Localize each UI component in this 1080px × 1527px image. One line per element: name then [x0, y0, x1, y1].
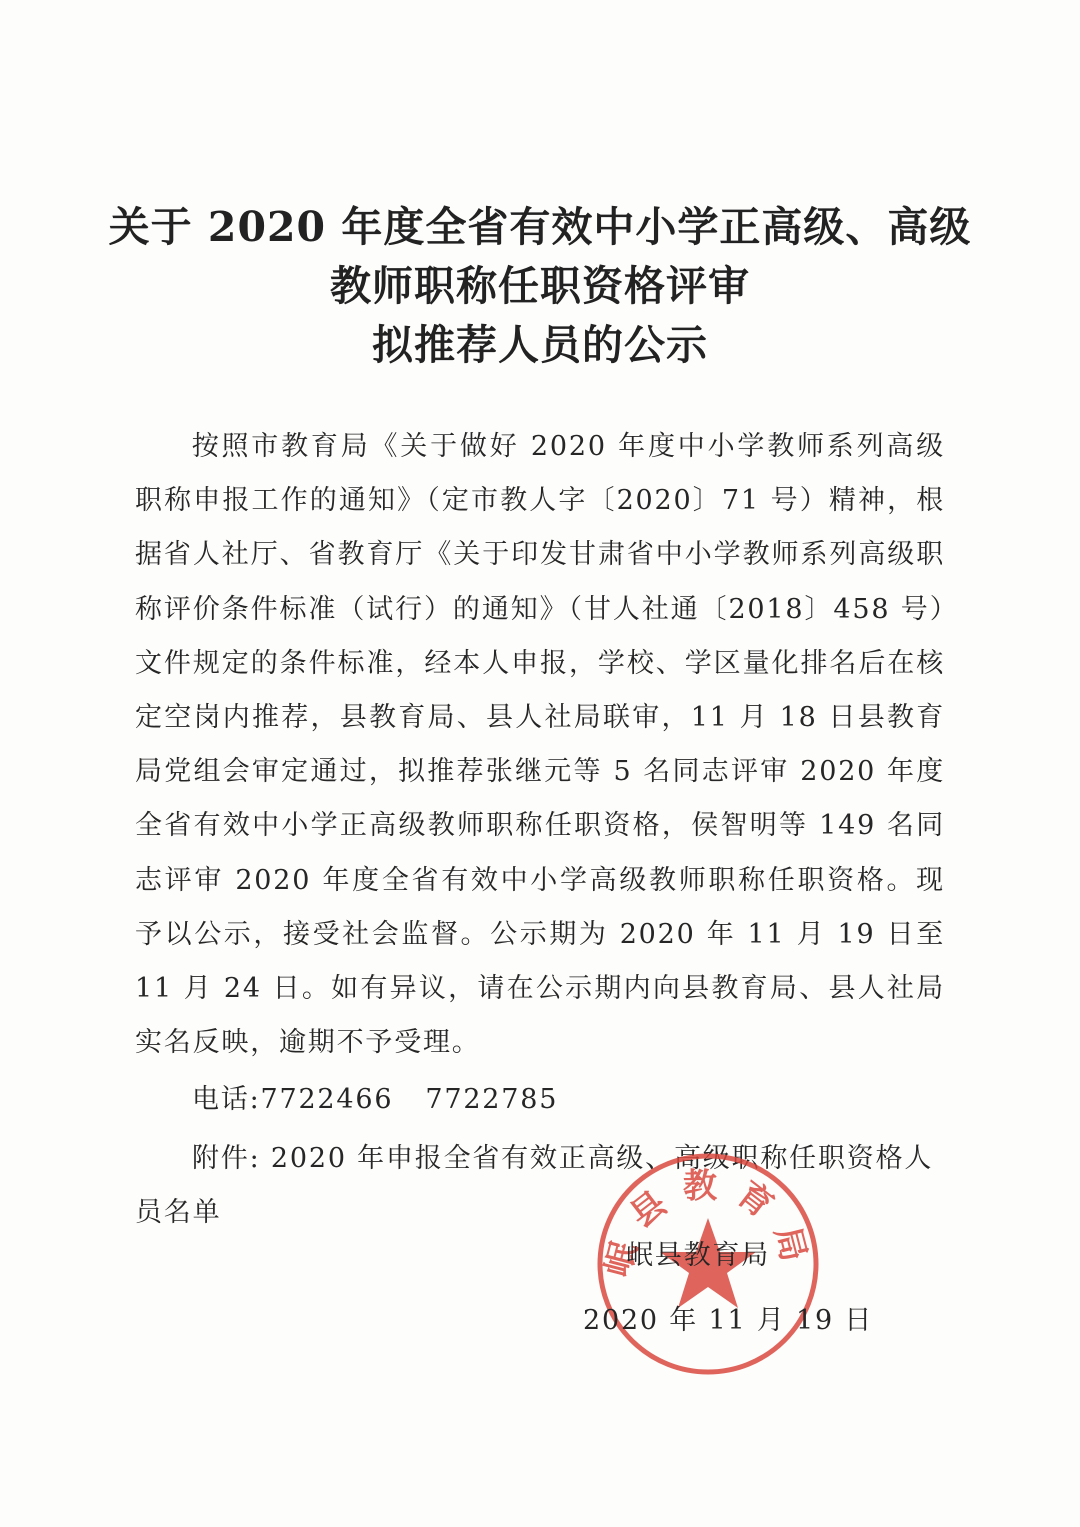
title-line-3: 拟推荐人员的公示 [372, 321, 708, 369]
seal-text: 岷县教育局 [598, 1166, 818, 1282]
phone-number-1: 7722466 [260, 1084, 394, 1115]
issue-date: 2020 年 11 月 19 日 [583, 1305, 874, 1336]
contact-line [192, 1077, 558, 1116]
title-line-2: 教师职称任职资格评审 [330, 262, 750, 310]
issuer-name: 岷县教育局 [626, 1240, 770, 1271]
document-body [135, 420, 945, 1070]
document-title [0, 198, 1080, 375]
body-paragraph: 按照市教育局《关于做好 2020 年度中小学教师系列高级职称申报工作的通知》（定市教人字〔2020〕71 号）精神，根据省人社厅、省教育厅《关于印发甘肃省中小学教师系列高级职称评价条件标准（试行）的通知》（甘人社通〔2018〕458 号）文件规定的条件标准，经本人申报，学校、学区量化排名后在核定空岗内推荐，县教育局、县人社局联审，11 月 18 日县教育局党组会审定通过，拟推荐张继元等 5 名同志评审 2020 年度全省有效中小学正高级教师职称任职资格，侯智明等 149 名同志评审 2020 年度全省有效中小学高级教师职称任职资格。现予以公示，接受社会监督。公示期为 2020 年 11 月 19 日至 11 月 24 日。如有异议，请在公示期内向县教育局、县人社局实名反映，逾期不予受理。 [135, 431, 945, 1059]
title-line-1: 关于 2020 年度全省有效中小学正高级、高级 [108, 203, 972, 251]
attachment-line: 附件: 2020 年申报全省有效正高级、高级职称任职资格人员名单 [135, 1143, 934, 1228]
phone-number-2: 7722785 [425, 1084, 559, 1115]
contact-label: 电话: [192, 1084, 261, 1115]
